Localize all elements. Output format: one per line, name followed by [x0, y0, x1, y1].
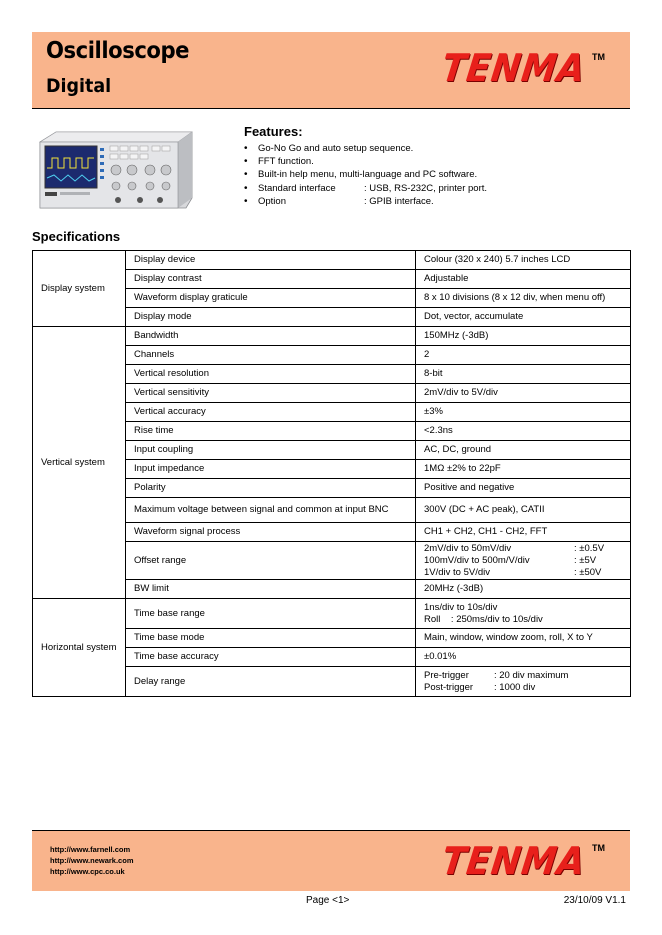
- date-version: 23/10/09 V1.1: [563, 895, 626, 906]
- offset-range-values: 2mV/div to 50mV/div : ±0.5V 100mV/div to 500m/V/div : ±5V 1V/div to 5V/div : ±50V: [416, 542, 631, 580]
- trademark-mark: TM: [592, 52, 605, 62]
- table-row: Vertical resolution 8-bit: [33, 365, 631, 384]
- link-farnell[interactable]: http://www.farnell.com: [50, 845, 131, 854]
- features-heading: Features:: [244, 124, 303, 139]
- link-newark[interactable]: http://www.newark.com: [50, 856, 134, 865]
- page-subtitle: Digital: [46, 75, 112, 97]
- feature-item: • Standard interface : USB, RS-232C, printer port.: [244, 182, 477, 195]
- feature-item: • Option : GPIB interface.: [244, 195, 477, 208]
- table-row: Channels 2: [33, 346, 631, 365]
- table-row: Time base accuracy ±0.01%: [33, 648, 631, 667]
- page-title: Oscilloscope: [46, 38, 190, 64]
- table-row: Display contrast Adjustable: [33, 270, 631, 289]
- table-row: Input coupling AC, DC, ground: [33, 441, 631, 460]
- time-base-range-values: 1ns/div to 10s/div Roll : 250ms/div to 10s/div: [416, 599, 631, 629]
- table-row: Delay range Pre-trigger : 20 div maximum Post-trigger : 1000 div: [33, 667, 631, 697]
- table-row: Maximum voltage between signal and common at input BNC 300V (DC + AC peak), CATII: [33, 498, 631, 523]
- tenma-logo-footer: [439, 839, 605, 883]
- table-row: Vertical sensitivity 2mV/div to 5V/div: [33, 384, 631, 403]
- table-row: Polarity Positive and negative: [33, 479, 631, 498]
- table-row: Display mode Dot, vector, accumulate: [33, 308, 631, 327]
- table-row: Horizontal system Time base range 1ns/div to 10s/div Roll : 250ms/div to 10s/div: [33, 599, 631, 629]
- header-band: [32, 32, 630, 109]
- table-row: Time base mode Main, window, window zoom, roll, X to Y: [33, 629, 631, 648]
- specifications-table: [32, 250, 631, 697]
- specifications-heading: Specifications: [32, 229, 121, 244]
- delay-range-values: Pre-trigger : 20 div maximum Post-trigger : 1000 div: [416, 667, 631, 697]
- table-row: Waveform signal process CH1 + CH2, CH1 - CH2, FFT: [33, 523, 631, 542]
- brand-name: TENMA: [439, 839, 589, 883]
- feature-item: • Go-No Go and auto setup sequence.: [244, 142, 477, 155]
- feature-item: • Built-in help menu, multi-language and PC software.: [244, 168, 477, 181]
- table-row: Vertical system Bandwidth 150MHz (-3dB): [33, 327, 631, 346]
- group-cell: Horizontal system: [33, 599, 126, 697]
- table-row: BW limit 20MHz (-3dB): [33, 580, 631, 599]
- brand-name: TENMA: [439, 46, 589, 90]
- footer-band: [32, 830, 630, 891]
- group-cell: Display system: [33, 251, 126, 327]
- trademark-mark: TM: [592, 843, 605, 853]
- features-section: [244, 124, 488, 208]
- oscilloscope-product-image: [36, 128, 196, 212]
- tenma-logo: [439, 46, 605, 90]
- link-cpc[interactable]: http://www.cpc.co.uk: [50, 867, 125, 876]
- table-row: Input impedance 1MΩ ±2% to 22pF: [33, 460, 631, 479]
- footer-links: [50, 844, 133, 877]
- feature-item: • FFT function.: [244, 155, 477, 168]
- table-row: Vertical accuracy ±3%: [33, 403, 631, 422]
- table-row: Waveform display graticule 8 x 10 divisions (8 x 12 div, when menu off): [33, 289, 631, 308]
- table-row: Display system Display device Colour (320 x 240) 5.7 inches LCD: [33, 251, 631, 270]
- features-list: [244, 142, 488, 208]
- page-number: Page <1>: [306, 895, 350, 906]
- group-cell: Vertical system: [33, 327, 126, 599]
- table-row: Rise time <2.3ns: [33, 422, 631, 441]
- table-row: Offset range 2mV/div to 50mV/div : ±0.5V 100mV/div to 500m/V/div : ±5V 1V/div to 5V/div : ±50V: [33, 542, 631, 580]
